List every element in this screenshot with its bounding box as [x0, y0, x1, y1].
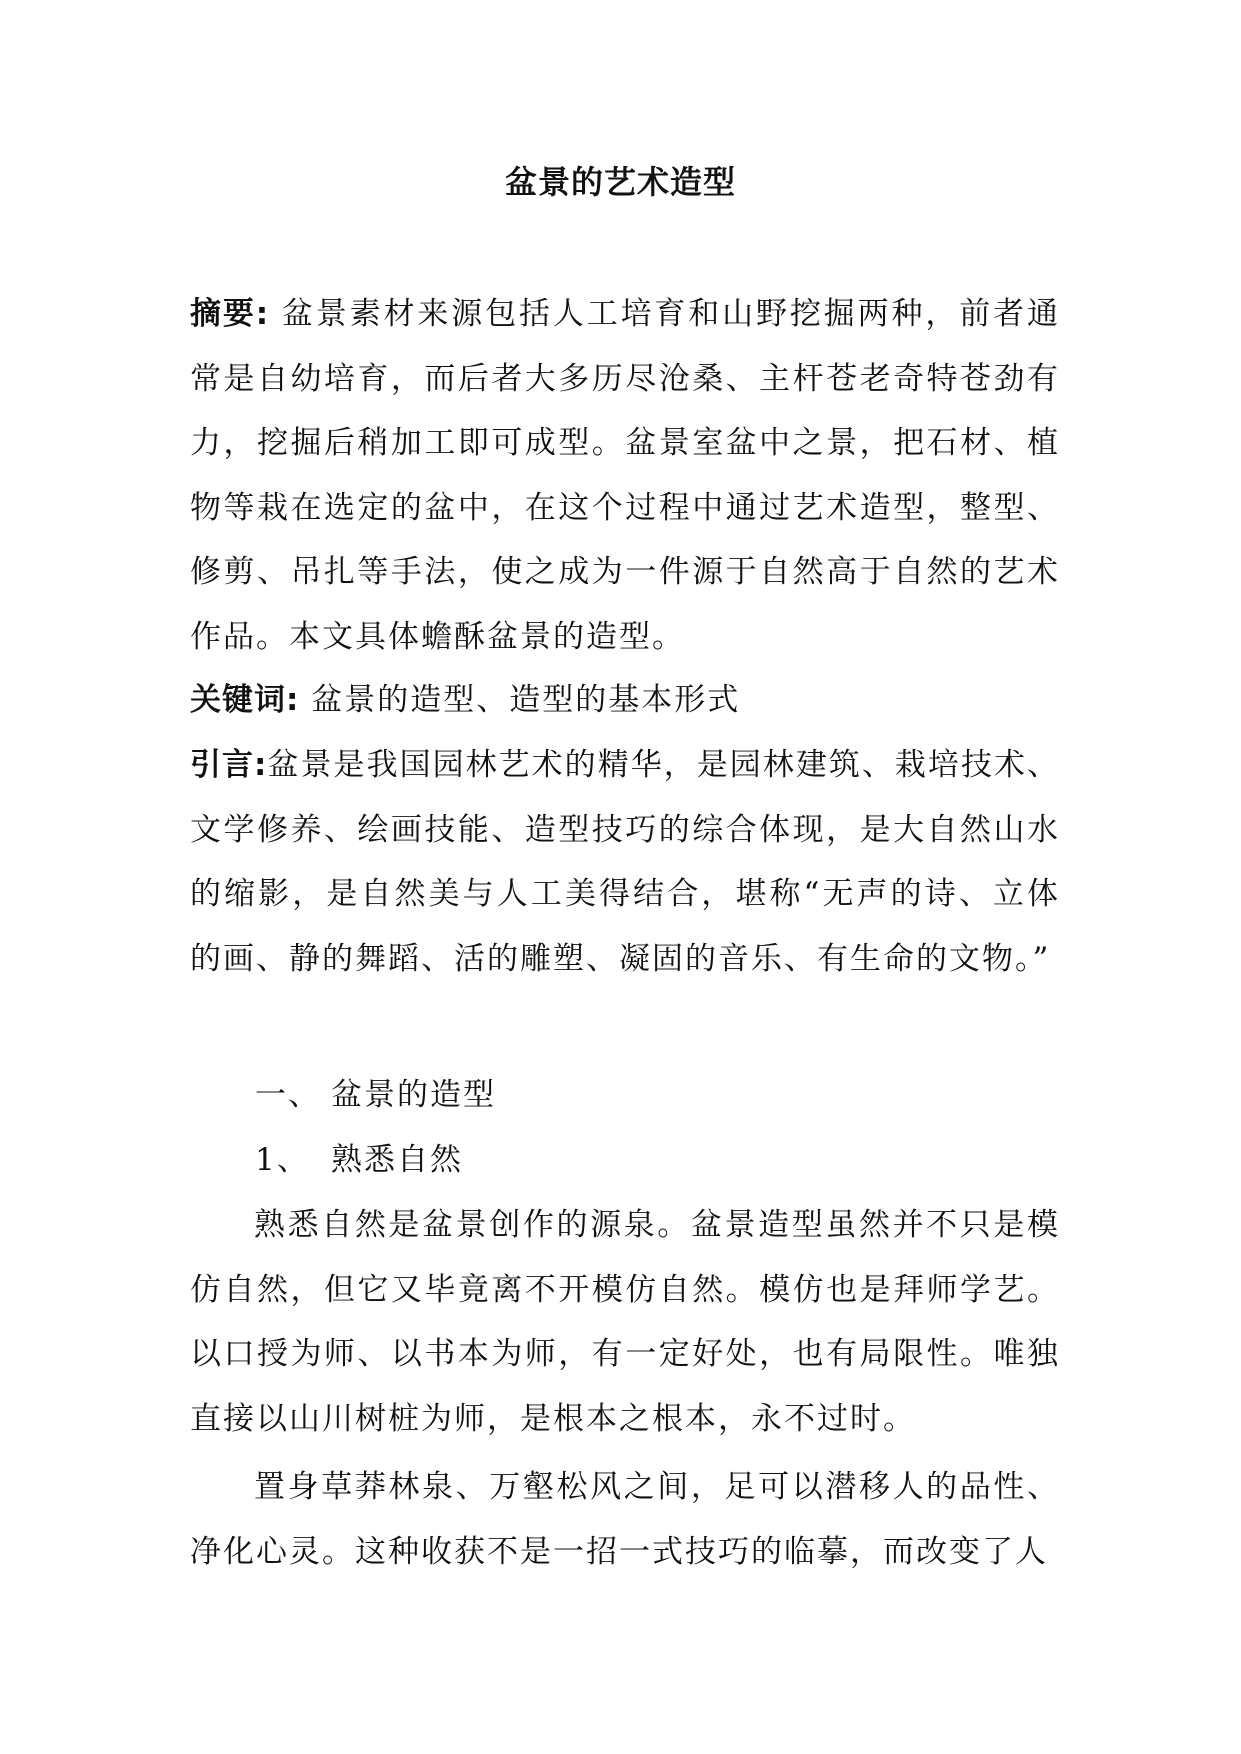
body-paragraph: 熟悉自然是盆景创作的源泉。盆景造型虽然并不只是模仿自然，但它又毕竟离不开模仿自然。模仿也是拜师学艺。以口授为师、以书本为师，有一定好处，也有局限性。唯独直接以山川树桩为师，是根本之根本，永不过时。	[190, 1207, 1060, 1437]
body-paragraph: 置身草莽林泉、万壑松风之间，足可以潜移人的品性、净化心灵。这种收获不是一招一式技巧的临摹，而改变了人	[190, 1469, 1060, 1570]
abstract-label: 摘要:	[190, 296, 270, 332]
keywords-label: 关键词:	[190, 682, 300, 718]
subsection-heading	[255, 1128, 463, 1192]
intro-text: 盆景是我国园林艺术的精华，是园林建筑、栽培技术、文学修养、绘画技能、造型技巧的综合体现，是大自然山水的缩影，是自然美与人工美得结合，堪称“无声的诗、立体的画、静的舞蹈、活的雕塑、凝固的音乐、有生命的文物。”	[190, 747, 1060, 977]
abstract-paragraph	[190, 282, 1060, 669]
section-heading	[255, 1063, 496, 1127]
intro-paragraph	[190, 733, 1060, 991]
subsection-title: 熟悉自然	[331, 1142, 463, 1178]
keywords-paragraph	[190, 668, 1060, 733]
subsection-number: 1、	[255, 1142, 310, 1178]
document-title: 盆景的艺术造型	[504, 163, 736, 201]
intro-label: 引言:	[190, 747, 268, 783]
keywords-text: 盆景的造型、造型的基本形式	[311, 682, 741, 718]
section-title: 盆景的造型	[331, 1077, 496, 1113]
abstract-text: 盆景素材来源包括人工培育和山野挖掘两种，前者通常是自幼培育，而后者大多历尽沧桑、主杆苍老奇特苍劲有力，挖掘后稍加工即可成型。盆景室盆中之景，把石材、植物等栽在选定的盆中，在这个过程中通过艺术造型，整型、修剪、吊扎等手法，使之成为一件源于自然高于自然的艺术作品。本文具体蟾酥盆景的造型。	[190, 296, 1060, 655]
section-number: 一、	[255, 1077, 321, 1113]
